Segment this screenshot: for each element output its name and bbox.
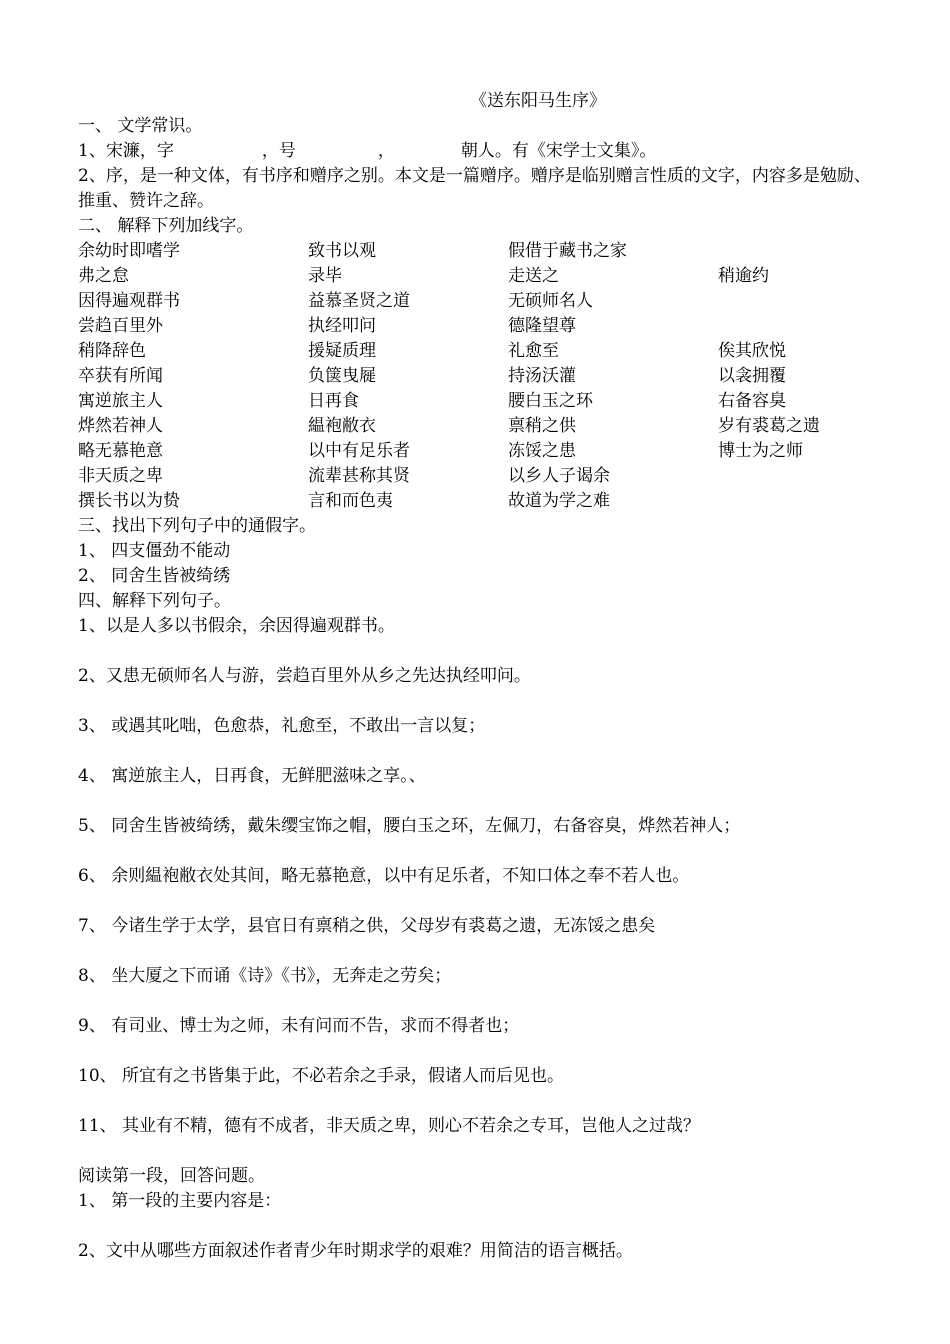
worksheet (78, 88, 878, 1264)
vocab-term: 援疑质理 (308, 341, 376, 361)
vocab-term: 持汤沃灌 (508, 366, 576, 386)
vocab-term: 以中有足乐者 (308, 441, 410, 461)
reading-question: 2、文中从哪些方面叙述作者青少年时期求学的艰难？用简洁的语言概括。 (78, 1241, 633, 1261)
vocab-term: 余幼时即嗜学 (78, 241, 180, 261)
vocab-grid (78, 239, 878, 514)
vocab-term: 言和而色夷 (308, 491, 393, 511)
vocab-term: 俟其欣悦 (718, 341, 786, 361)
tongjia-item: 1、 四支僵劲不能动 (78, 541, 231, 561)
vocab-term: 以乡人子谒余 (508, 466, 610, 486)
vocab-term: 略无慕艳意 (78, 441, 163, 461)
vocab-term: 尝趋百里外 (78, 316, 163, 336)
literary-knowledge-line-1 (78, 139, 878, 164)
vocab-term: 故道为学之难 (508, 491, 610, 511)
vocab-term: 岁有裘葛之遗 (718, 416, 820, 436)
vocab-term: 致书以观 (308, 241, 376, 261)
sentence-item: 9、 有司业、博士为之师，未有问而不告，求而不得者也； (78, 1016, 520, 1036)
vocab-term: 博士为之师 (718, 441, 803, 461)
vocab-term: 卒获有所闻 (78, 366, 163, 386)
vocab-term: 寓逆旅主人 (78, 391, 163, 411)
vocab-term: 礼愈至 (508, 341, 559, 361)
vocab-term: 冻馁之患 (508, 441, 576, 461)
vocab-term: 流辈甚称其贤 (308, 466, 410, 486)
sentence-item: 1、以是人多以书假余，余因得遍观群书。 (78, 616, 395, 636)
sentence-item: 2、又患无硕师名人与游，尝趋百里外从乡之先达执经叩问。 (78, 666, 531, 686)
vocab-term: 以衾拥覆 (718, 366, 786, 386)
section-2-heading: 二、 解释下列加线字。 (78, 216, 254, 236)
sentence-item: 3、 或遇其叱咄，色愈恭，礼愈至，不敢出一言以复； (78, 716, 486, 736)
vocab-term: 弗之怠 (78, 266, 129, 286)
vocab-term: 负箧曳屣 (308, 366, 376, 386)
sentence-item: 4、 寓逆旅主人，日再食，无鲜肥滋味之享。、 (78, 766, 426, 786)
vocab-term (718, 289, 878, 314)
tongjia-item: 2、 同舍生皆被绮绣 (78, 566, 231, 586)
vocab-term: 执经叩问 (308, 316, 376, 336)
page-title: 《送东阳马生序》 (470, 91, 606, 111)
vocab-term (718, 464, 878, 489)
vocab-term (718, 314, 878, 339)
vocab-term: 假借于藏书之家 (508, 241, 627, 261)
vocab-term: 稍逾约 (718, 266, 769, 286)
fill-blank-hao: ，号 (261, 141, 296, 161)
vocab-term (718, 239, 878, 264)
literary-knowledge-line-2: 2、序，是一种文体，有书序和赠序之别。本文是一篇赠序。赠序是临别赠言性质的文字，内容多是勉励、推重、赞许之辞。 (78, 166, 871, 211)
vocab-term: 腰白玉之环 (508, 391, 593, 411)
fill-blank-sep: ， (377, 141, 395, 161)
vocab-term: 烨然若神人 (78, 416, 163, 436)
sentence-item: 7、 今诸生学于太学，县官日有禀稍之供，父母岁有裘葛之遗，无冻馁之患矣 (78, 916, 656, 936)
fill-blank-zi: 1、宋濂，字 (78, 141, 174, 161)
sentence-item: 5、 同舍生皆被绮绣，戴朱缨宝饰之帽，腰白玉之环，左佩刀，右备容臭，烨然若神人； (78, 816, 741, 836)
sentence-item: 8、 坐大厦之下而诵《诗》《书》，无奔走之劳矣； (78, 966, 452, 986)
vocab-term: 稍降辞色 (78, 341, 146, 361)
vocab-term: 因得遍观群书 (78, 291, 180, 311)
vocab-term: 日再食 (308, 391, 359, 411)
vocab-term: 益慕圣贤之道 (308, 291, 410, 311)
vocab-term: 右备容臭 (718, 391, 786, 411)
sentence-item: 11、 其业有不精，德有不成者，非天质之卑，则心不若余之专耳，岂他人之过哉？ (78, 1116, 701, 1136)
section-3-heading: 三、找出下列句子中的通假字。 (78, 516, 316, 536)
section-1-heading: 一、 文学常识。 (78, 116, 203, 136)
fill-blank-dynasty: 朝人。有《宋学士文集》。 (460, 141, 657, 161)
reading-question: 1、 第一段的主要内容是： (78, 1191, 282, 1211)
sentence-item: 10、 所宜有之书皆集于此，不必若余之手录，假诸人而后见也。 (78, 1066, 565, 1086)
vocab-term: 无硕师名人 (508, 291, 593, 311)
vocab-term: 德隆望尊 (508, 316, 576, 336)
vocab-term (718, 489, 878, 514)
vocab-term: 非天质之卑 (78, 466, 163, 486)
vocab-term: 禀稍之供 (508, 416, 576, 436)
section-4-heading: 四、解释下列句子。 (78, 591, 231, 611)
vocab-term: 录毕 (308, 266, 342, 286)
vocab-term: 撰长书以为贽 (78, 491, 180, 511)
section-5-heading: 阅读第一段，回答问题。 (78, 1166, 265, 1186)
vocab-term: 走送之 (508, 266, 559, 286)
vocab-term: 緼袍敝衣 (308, 416, 376, 436)
sentence-item: 6、 余则緼袍敝衣处其间，略无慕艳意，以中有足乐者，不知口体之奉不若人也。 (78, 866, 690, 886)
